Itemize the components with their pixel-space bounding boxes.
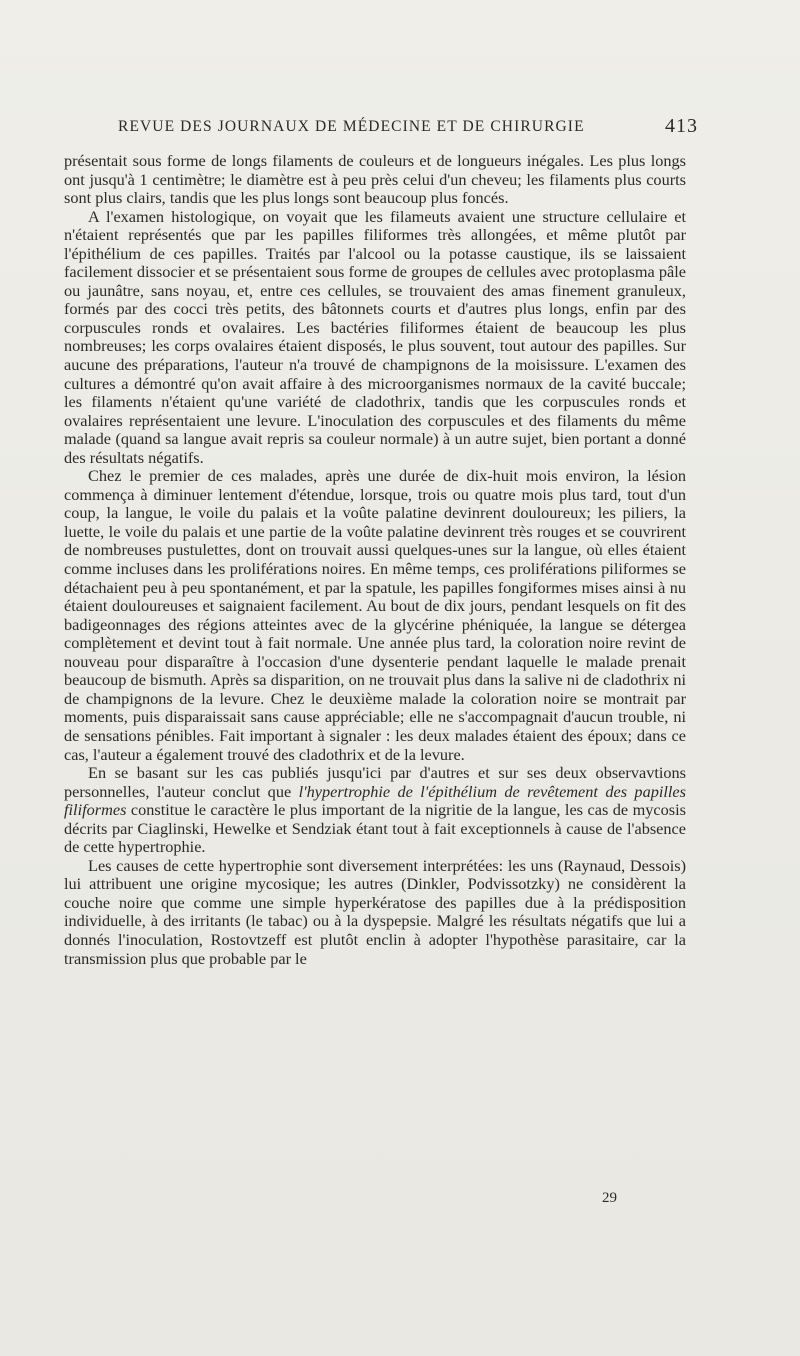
paragraph <box>64 467 686 764</box>
paragraph <box>64 857 686 968</box>
paragraph-text: A l'examen histologique, on voyait que les filameuts avaient une structure cellulaire et n'étaient représentés que par les papilles filiformes très allongées, et même plutôt par l'épithélium de ces papilles. Traités par l'alcool ou la potasse caustique, ils se laissaient facilement dissocier et se présentaient sous forme de groupes de cellules avec protoplasma pâle ou jaunâtre, sans noyau, et, entre ces cellules, se trouvaient des amas finement granuleux, formés par des cocci très petits, des bâtonnets courts et d'autres plus longs, enfin par des corpuscules ronds et ovalaires. Les bactéries filiformes étaient de beaucoup les plus nombreuses; les corps ovalaires étaient disposés, le plus souvent, tout autour des papilles. Sur aucune des préparations, l'auteur n'a trouvé de champignons de la moisissure. L'examen des cultures a démontré qu'on avait affaire à des microorganismes normaux de la cavité buccale; les filaments n'étaient qu'une variété de cladothrix, tandis que les corpuscules ronds et ovalaires représentaient une levure. L'inoculation des corpuscules et des filaments du même malade (quand sa langue avait repris sa couleur normale) à un autre sujet, bien portant a donné des résultats négatifs. <box>64 206 686 467</box>
paragraph-text: constitue le caractère le plus important de la nigritie de la langue, les cas de mycosis décrits par Ciaglinski, Hewelke et Sendziak étant tout à fait exceptionnels à cause de l'absence de cette hypertrophie. <box>64 800 686 857</box>
paragraph <box>64 208 686 468</box>
running-head <box>118 116 698 140</box>
paragraph-text: Les causes de cette hypertrophie sont diversement interprétées: les uns (Raynaud, Dessois) lui attribuent une origine mycosique; les autres (Dinkler, Podvissotzky) ne considèrent la couche noire que comme une simple hyperkératose des papilles due à la prédisposition individuelle, à des irritants (le tabac) ou à la dyspepsie. Malgré les résultats négatifs que lui a donnés l'inoculation, Rostovtzeff est plutôt enclin à adopter l'hypothèse parasitaire, car la transmission plus que probable par le <box>64 855 686 968</box>
paragraph-text: Chez le premier de ces malades, après une durée de dix-huit mois environ, la lésion commença à diminuer lentement d'étendue, lorsque, trois ou quatre mois plus tard, tout d'un coup, la langue, le voile du palais et la voûte palatine devinrent douloureux; les piliers, la luette, le voile du palais et une partie de la voûte palatine devinrent très rouges et se couvrirent de nombreuses pustulettes, dont on trouvait aussi quelques-unes sur la langue, où elles étaient comme incluses dans les proliférations noires. En même temps, ces proliférations piliformes se détachaient peu à peu spontanément, et par la spatule, les papilles fongiformes mises ainsi à nu étaient douloureuses et saignaient facilement. Au bout de dix jours, pendant lesquels on fit des badigeonnages des régions atteintes avec de la glycérine phéniquée, la langue se détergea complètement et devint tout à fait normale. Une année plus tard, la coloration noire revint de nouveau pour disparaître à l'occasion d'une dysenterie pendant laquelle le malade prenait beaucoup de bismuth. Après sa disparition, on ne trouvait plus dans la salive ni de cladothrix ni de champignons de la levure. Chez le deuxième malade la coloration noire se montrait par moments, puis disparaissait sans cause appréciable; elle ne s'accompagnait d'aucun trouble, ni de sensations pénibles. Fait important à signaler : les deux malades étaient des époux; dans ce cas, l'auteur a également trouvé des cladothrix et de la levure. <box>64 466 686 764</box>
paragraph <box>64 764 686 857</box>
article-body <box>64 152 686 968</box>
running-title: REVUE DES JOURNAUX DE MÉDECINE ET DE CHIRURGIE <box>118 118 585 135</box>
page-number: 413 <box>665 115 698 137</box>
paragraph <box>64 152 686 208</box>
paragraph-text: En se basant sur les cas publiés jusqu'ici par d'autres et sur ses deux observavtions personnelles, l'auteur conclut que <box>64 763 686 801</box>
italic-phrase: l'hypertrophie de l'épithélium de revêtement des papilles filiformes <box>64 781 686 820</box>
signature-mark: 29 <box>602 1190 617 1206</box>
paragraph-text: présentait sous forme de longs filaments de couleurs et de longueurs inégales. Les plus longs ont jusqu'à 1 centimètre; le diamètre est à peu près celui d'un cheveu; les filaments plus courts sont plus clairs, tandis que les plus longs sont beaucoup plus foncés. <box>64 151 686 208</box>
